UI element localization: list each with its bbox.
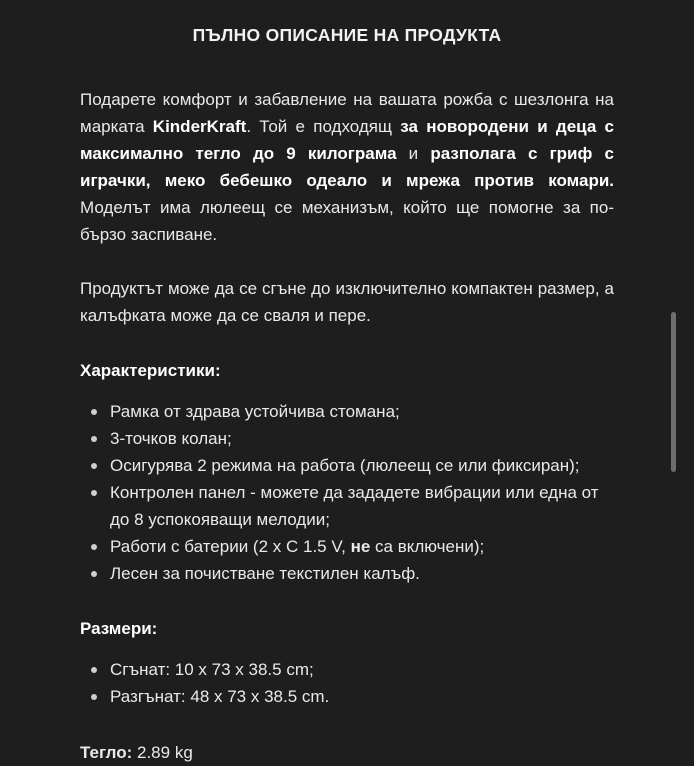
intro-bold-age-weight: за новородени и деца с максимално тегло до 9 килограма xyxy=(80,117,614,163)
intro-text-part-2: . Той е подходящ xyxy=(246,117,401,136)
dimensions-list xyxy=(80,656,614,710)
scrollbar-thumb[interactable] xyxy=(671,312,676,472)
list-item xyxy=(110,560,614,587)
bullet-icon xyxy=(91,544,97,550)
list-item xyxy=(110,425,614,452)
intro-bold-accessories: разполага с гриф с играчки, меко бебешко одеало и мрежа против комари. xyxy=(80,144,614,190)
weight-label: Тегло: xyxy=(80,743,133,762)
list-item xyxy=(110,398,614,425)
intro-paragraph xyxy=(80,86,614,248)
scrollbar[interactable] xyxy=(669,0,677,700)
intro-text-part-4: Моделът има люлеещ се механизъм, който ще помогне за по-бързо заспиване. xyxy=(80,198,614,244)
weight-line xyxy=(80,739,614,766)
bullet-icon xyxy=(91,409,97,415)
list-item xyxy=(110,452,614,479)
intro-text-part-1: Подарете комфорт и забавление на вашата рожба с шезлонга на марката xyxy=(80,90,614,136)
compactness-paragraph: Продуктът може да се сгъне до изключително компактен размер, а калъфката може да се сваля и пере. xyxy=(80,279,614,325)
list-item xyxy=(110,533,614,560)
list-item-text-post: са включени); xyxy=(370,537,485,556)
bullet-icon xyxy=(91,694,97,700)
bullet-icon xyxy=(91,463,97,469)
intro-text-part-3: и xyxy=(396,144,431,163)
list-item-text-bold: не xyxy=(350,537,371,556)
bullet-icon xyxy=(91,436,97,442)
features-list xyxy=(80,398,614,587)
bullet-icon xyxy=(91,490,97,496)
dimensions-heading: Размери: xyxy=(80,619,158,638)
list-item xyxy=(110,683,614,710)
weight-value: 2.89 kg xyxy=(132,743,193,762)
list-item-text: Разгънат: 48 x 73 x 38.5 cm. xyxy=(110,687,330,706)
features-heading: Характеристики: xyxy=(80,361,221,380)
list-item-text: Контролен панел - можете да зададете вибрации или една от до 8 успокояващи мелодии; xyxy=(110,483,599,529)
bullet-icon xyxy=(91,667,97,673)
list-item-text: Осигурява 2 режима на работа (люлеещ се или фиксиран); xyxy=(110,456,580,475)
description-content xyxy=(80,86,614,766)
page-title: ПЪЛНО ОПИСАНИЕ НА ПРОДУКТА xyxy=(192,25,502,45)
list-item-text: Рамка от здрава устойчива стомана; xyxy=(110,402,400,421)
list-item-text-pre: Работи с батерии (2 x C 1.5 V, xyxy=(110,537,351,556)
list-item-text: 3-точков колан; xyxy=(110,429,232,448)
list-item xyxy=(110,656,614,683)
list-item-text: Сгънат: 10 x 73 x 38.5 cm; xyxy=(110,660,314,679)
list-item-text: Лесен за почистване текстилен калъф. xyxy=(110,564,420,583)
list-item xyxy=(110,479,614,533)
bullet-icon xyxy=(91,571,97,577)
brand-name: KinderKraft xyxy=(152,117,247,136)
